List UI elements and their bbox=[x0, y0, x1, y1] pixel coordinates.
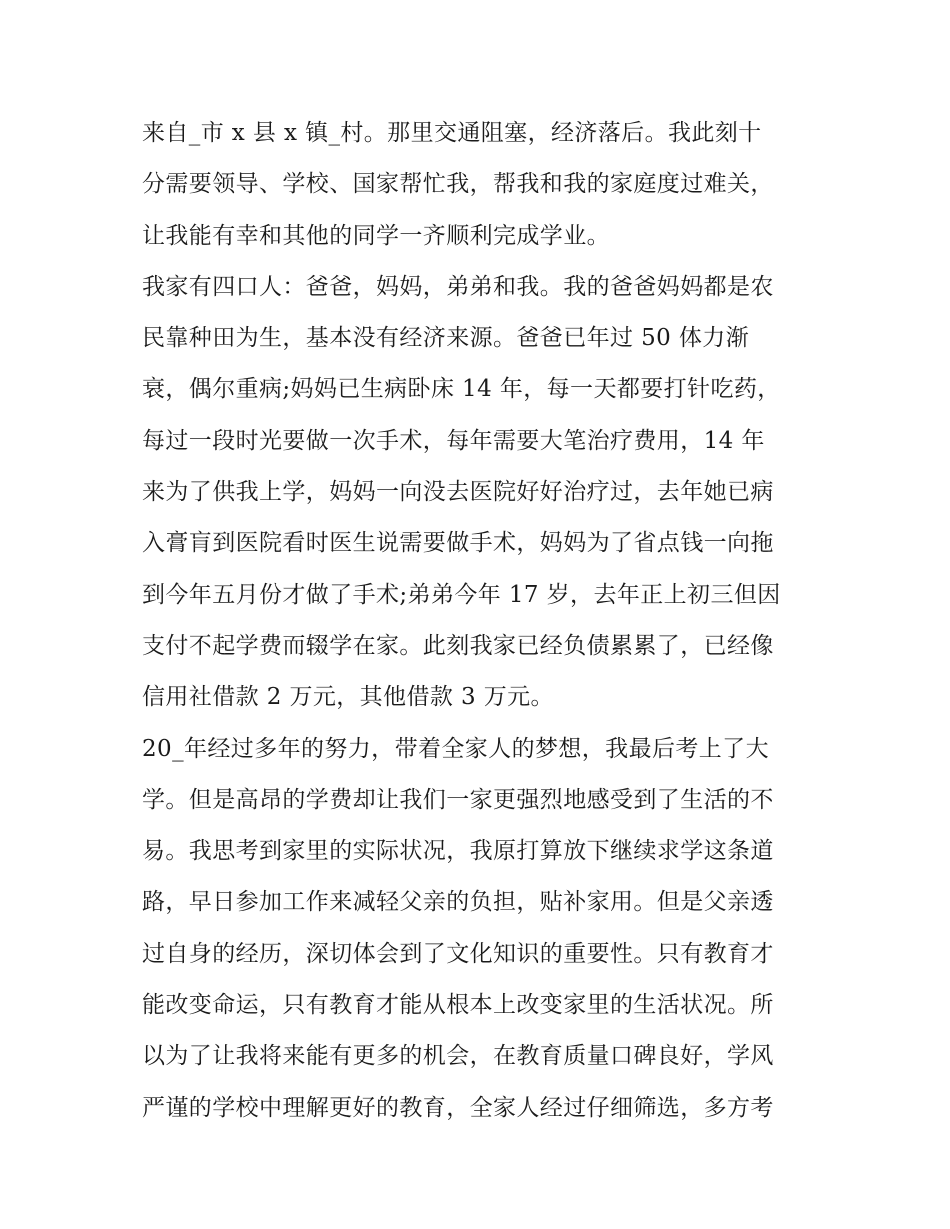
text-line: 入膏肓到医院看时医生说需要做手术，妈妈为了省点钱一向拖 bbox=[142, 530, 774, 557]
text-line: 能改变命运，只有教育才能从根本上改变家里的生活状况。所 bbox=[142, 992, 774, 1019]
text-line: 来自_市 x 县 x 镇_村。那里交通阻塞，经济落后。我此刻十 bbox=[142, 120, 762, 146]
text-line: 我家有四口人：爸爸，妈妈，弟弟和我。我的爸爸妈妈都是农 bbox=[142, 273, 774, 300]
text-line: 20_年经过多年的努力，带着全家人的梦想，我最后考上了大 bbox=[142, 735, 769, 762]
text-line: 以为了让我将来能有更多的机会，在教育质量口碑良好，学风 bbox=[142, 1043, 774, 1070]
text-line: 分需要领导、学校、国家帮忙我，帮我和我的家庭度过难关， bbox=[142, 171, 774, 198]
text-line: 易。我思考到家里的实际状况，我原打算放下继续求学这条道 bbox=[142, 838, 774, 865]
text-line: 学。但是高昂的学费却让我们一家更强烈地感受到了生活的不 bbox=[142, 786, 774, 813]
text-line: 到今年五月份才做了手术;弟弟今年 17 岁，去年正上初三但因 bbox=[142, 581, 781, 608]
text-line: 让我能有幸和其他的同学一齐顺利完成学业。 bbox=[142, 222, 610, 249]
text-line: 民靠种田为生，基本没有经济来源。爸爸已年过 50 体力渐 bbox=[142, 325, 750, 352]
text-line: 支付不起学费而辍学在家。此刻我家已经负债累累了，已经像 bbox=[142, 632, 774, 659]
document-body bbox=[142, 108, 822, 1134]
text-line: 信用社借款 2 万元，其他借款 3 万元。 bbox=[142, 684, 554, 711]
text-line: 严谨的学校中理解更好的教育，全家人经过仔细筛选，多方考 bbox=[142, 1094, 774, 1121]
text-line: 过自身的经历，深切体会到了文化知识的重要性。只有教育才 bbox=[142, 940, 774, 967]
text-line: 衰，偶尔重病;妈妈已生病卧床 14 年，每一天都要打针吃药， bbox=[142, 376, 781, 403]
text-line: 路，早日参加工作来减轻父亲的负担，贴补家用。但是父亲透 bbox=[142, 889, 774, 916]
text-line: 每过一段时光要做一次手术，每年需要大笔治疗费用，14 年 bbox=[142, 427, 765, 454]
text-line: 来为了供我上学，妈妈一向没去医院好好治疗过，去年她已病 bbox=[142, 479, 774, 506]
